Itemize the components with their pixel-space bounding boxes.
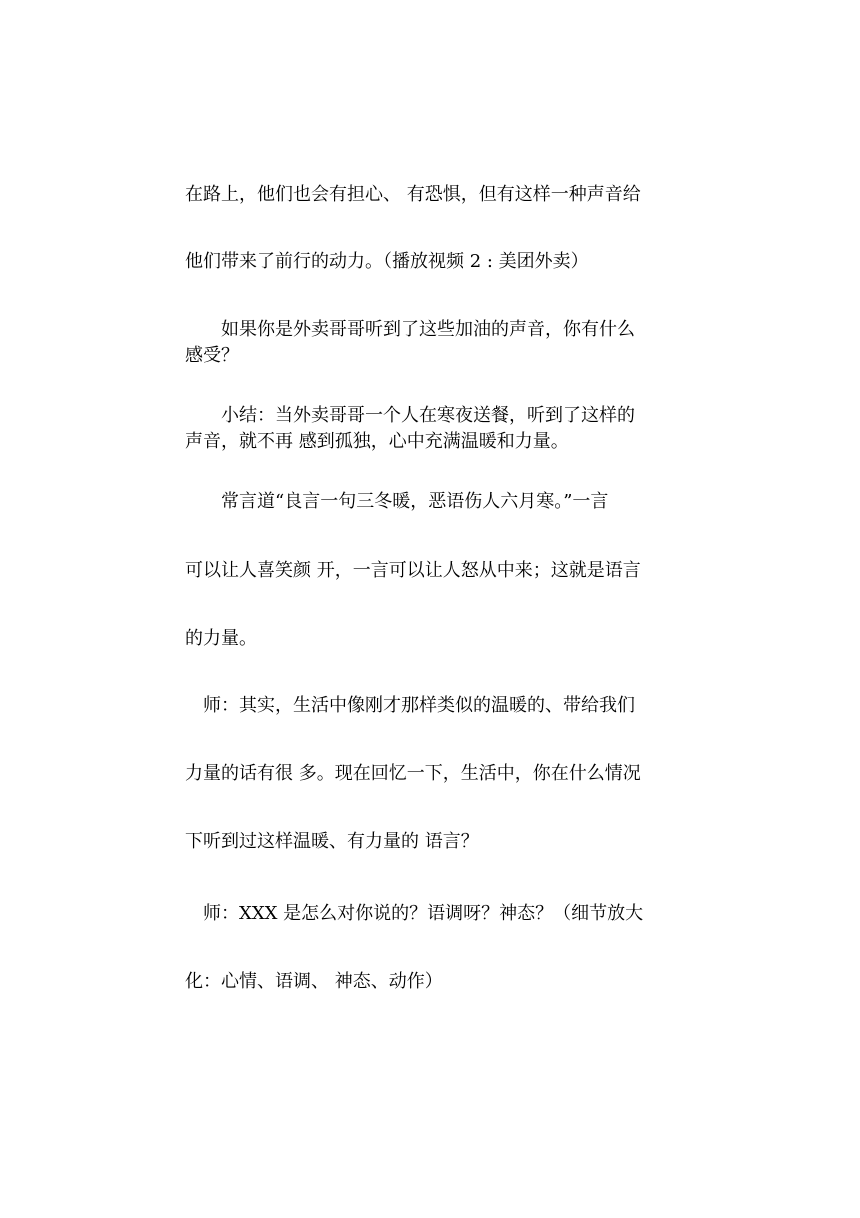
text-line: 声音，就不再 感到孤独，心中充满温暖和力量。: [185, 431, 569, 452]
text-line: 在路上，他们也会有担心、 有恐惧，但有这样一种声音给: [185, 184, 641, 205]
text-line: 化：心情、语调、 神态、动作）: [185, 971, 443, 992]
text-line: 师：XXX 是怎么对你说的？语调呀？神态？（细节放大: [185, 903, 644, 924]
text-line: 的力量。: [185, 628, 257, 649]
text-line: 他们带来了前行的动力。（播放视频 2 : 美团外卖）: [185, 251, 589, 272]
text-line: 力量的话有很 多。现在回忆一下，生活中，你在什么情况: [185, 763, 641, 784]
text-line: 小结：当外卖哥哥一个人在寒夜送餐，听到了这样的: [185, 405, 635, 426]
text-line: 可以让人喜笑颜 开，一言可以让人怒从中来；这就是语言: [185, 560, 641, 581]
text-line: 如果你是外卖哥哥听到了这些加油的声音，你有什么: [185, 319, 635, 340]
text-line: 感受？: [185, 345, 239, 366]
text-line: 下听到过这样温暖、有力量的 语言？: [185, 831, 479, 852]
text-line: 师：其实，生活中像刚才那样类似的温暖的、带给我们: [185, 695, 635, 716]
text-line: 常言道“良言一句三冬暖，恶语伤人六月寒。”一言: [185, 491, 609, 512]
